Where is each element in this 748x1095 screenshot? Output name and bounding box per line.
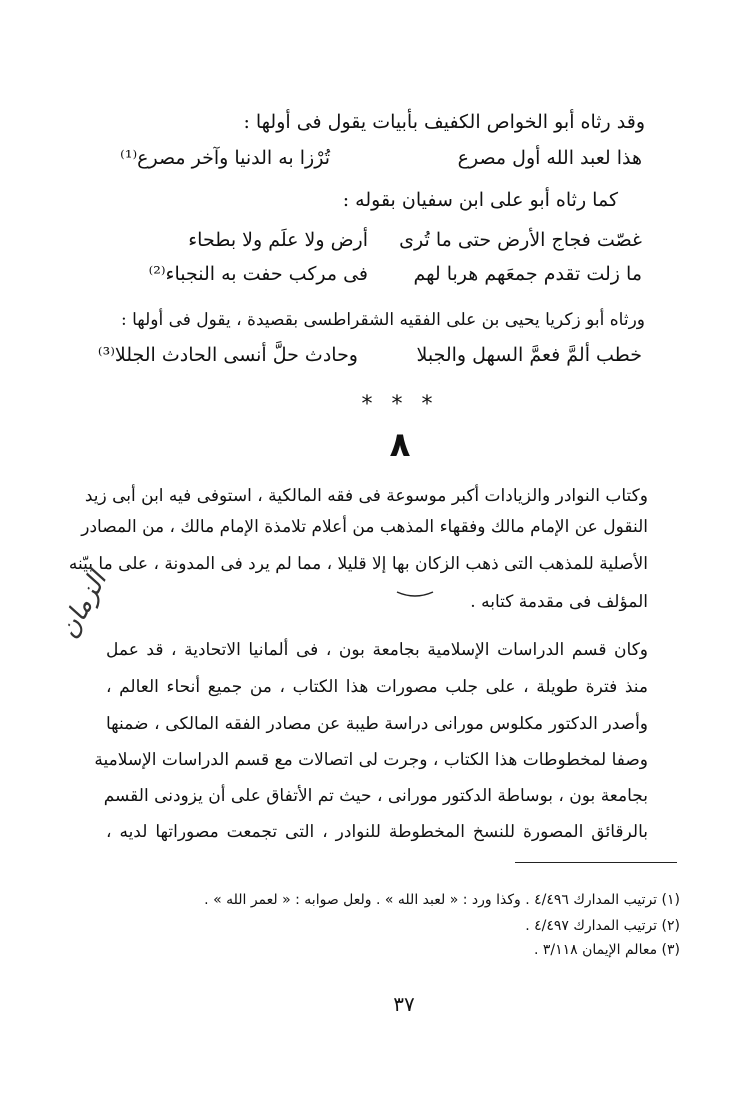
intro-line-2: كما رثاه أبو على ابن سفيان بقوله : (342, 189, 618, 211)
paragraph-1-line-4: المؤلف فى مقدمة كتابه . (470, 592, 648, 612)
section-separator-stars: * * * (361, 392, 439, 417)
verse-3-second-hemistich: فى مركب حفت به النجباء⁽²⁾ (148, 263, 368, 285)
intro-line-1: وقد رثاه أبو الخواص الكفيف بأبيات يقول فى أولها : (243, 111, 645, 133)
handwritten-margin-note: الزمان (53, 566, 113, 644)
section-number: ٨ (389, 425, 411, 465)
paragraph-1-line-3: الأصلية للمذهب التى ذهب الزكان بها إلا قليلا ، مما لم يرد فى المدونة ، على ما بيّنه (68, 554, 648, 574)
page-number: ٣٧ (393, 992, 415, 1016)
footnote-1: (١) ترتيب المدارك ٤/٤٩٦ . وكذا ورد : « لعبد الله » . ولعل صوابه : « لعمر الله » . (204, 892, 680, 908)
paragraph-2-line-6: بالرقائق المصورة للنسخ المخطوطة للنوادر ، التى تجمعت مصوراتها لديه ، (106, 822, 648, 842)
paragraph-2-line-2: منذ فترة طويلة ، على جلب مصورات هذا الكتاب ، من جميع أنحاء العالم ، (106, 677, 648, 697)
paragraph-1-line-2: النقول عن الإمام مالك وفقهاء المذهب من أعلام تلامذة الإمام مالك ، من المصادر (81, 517, 648, 537)
verse-4-first-hemistich: خطب ألمَّ فعمَّ السهل والجبلا (416, 344, 642, 366)
paragraph-1-line-1: وكتاب النوادر والزيادات أكبر موسوعة فى فقه المالكية ، استوفى فيه ابن أبى زيد (84, 486, 648, 506)
verse-1-first-hemistich: هذا لعبد الله أول مصرع (457, 147, 642, 169)
paragraph-2-line-1: وكان قسم الدراسات الإسلامية بجامعة بون ، فى ألمانيا الاتحادية ، قد عمل (106, 640, 648, 660)
verse-1-second-hemistich: تُرْزا به الدنيا وآخر مصرع⁽¹⁾ (120, 147, 330, 169)
verse-3-first-hemistich: ما زلت تقدم جمعَهم هربا لهم (413, 263, 642, 285)
verse-4-second-hemistich: وحادث حلَّ أنسى الحادث الجللا⁽³⁾ (97, 344, 358, 366)
verse-2-first-hemistich: غصّت فجاج الأرض حتى ما تُرى (399, 229, 642, 251)
intro-line-3: ورثاه أبو زكريا يحيى بن على الفقيه الشقراطسى بقصيدة ، يقول فى أولها : (120, 310, 645, 330)
footnote-divider (515, 862, 677, 863)
paragraph-2-line-5: بجامعة بون ، بوساطة الدكتور مورانى ، حيث تم الأتفاق على أن يزودنى القسم (103, 786, 648, 806)
verse-2-second-hemistich: أرض ولا علَم ولا بطحاء (188, 229, 368, 251)
footnote-3: (٣) معالم الإيمان ٣/١١٨ . (533, 942, 680, 958)
paragraph-2-line-4: وصفا لمخطوطات هذا الكتاب ، وجرت لى اتصالات مع قسم الدراسات الإسلامية (94, 750, 648, 770)
footnote-2: (٢) ترتيب المدارك ٤/٤٩٧ . (525, 918, 680, 934)
paragraph-2-line-3: وأصدر الدكتور مكلوس مورانى دراسة طيبة عن مصادر الفقه المالكى ، ضمنها (106, 714, 648, 734)
handwritten-underline-mark (395, 590, 435, 600)
